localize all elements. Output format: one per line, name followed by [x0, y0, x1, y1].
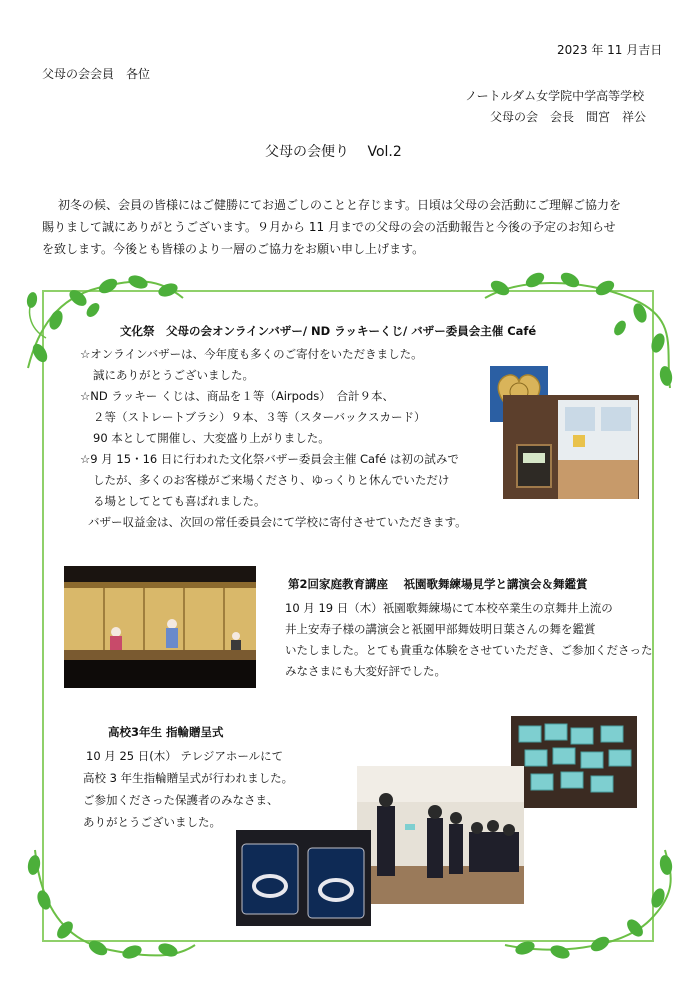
cafe-photo	[503, 395, 639, 499]
lecture-line-3: いたしました。とても貴重な体験をさせていただき、ご参加くださった	[285, 643, 653, 657]
festival-heading: 文化祭 父母の会オンラインバザー/ ND ラッキーくじ/ バザー委員会主催 Café	[120, 324, 537, 338]
lecture-line-1: 10 月 19 日（木）祇園歌舞練場にて本校卒業生の京舞井上流の	[285, 601, 613, 615]
festival-line-1: ☆オンラインバザーは、今年度も多くのご寄付をいただきました。	[80, 347, 423, 361]
festival-line-4: ２等（ストレートブラシ）９本、３等（スターバックスカード）	[93, 410, 426, 424]
festival-line-2: 誠にありがとうございました。	[93, 368, 254, 382]
rings-closeup-photo	[236, 830, 371, 926]
ring-line-1: 10 月 25 日(木） テレジアホールにて	[86, 749, 284, 763]
festival-line-6: ☆9 月 15・16 日に行われた文化祭バザー委員会主催 Café は初の試みで	[80, 452, 459, 466]
lecture-heading: 第2回家庭教育講座 祇園歌舞練場見学と講演会＆舞鑑賞	[288, 577, 588, 591]
festival-line-3: ☆ND ラッキー くじは、商品を１等（Airpods） 合計９本、	[80, 389, 395, 403]
lecture-line-4: みなさまにも大変好評でした。	[285, 664, 446, 678]
festival-line-8: る場としてとても喜ばれました。	[93, 494, 266, 508]
festival-line-7: したが、多くのお客様がご来場くださり、ゆっくりと休んでいただけ	[93, 473, 450, 487]
ring-boxes-photo	[511, 716, 637, 808]
vine-bottom-right-icon	[500, 840, 680, 970]
school-name: ノートルダム女学院中学高等学校	[465, 89, 645, 103]
ring-line-4: ありがとうございました。	[83, 815, 221, 829]
newsletter-title: 父母の会便り Vol.2	[265, 144, 402, 160]
sender-name: 父母の会 会長 間宮 祥公	[490, 110, 647, 124]
kabuki-stage-photo	[64, 566, 256, 688]
intro-line-1: 初冬の候、会員の皆様にはご健勝にてお過ごしのことと存じます。日頃は父母の会活動にご理解ご協力を	[58, 198, 622, 212]
festival-line-5: 90 本として開催し、大変盛り上がりました。	[93, 431, 330, 445]
recipient-line: 父母の会会員 各位	[42, 67, 151, 81]
intro-line-2: 賜りまして誠にありがとうございます。９月から 11 月までの父母の会の活動報告と今後の予定のお知らせ	[42, 220, 616, 234]
festival-line-9: バザー収益金は、次回の常任委員会にて学校に寄付させていただきます。	[88, 515, 467, 529]
ceremony-photo	[357, 766, 524, 904]
ring-line-3: ご参加くださった保護者のみなさま、	[83, 793, 279, 807]
ring-heading: 高校3年生 指輪贈呈式	[108, 725, 224, 739]
vine-bottom-left-icon	[20, 840, 200, 970]
document-date: 2023 年 11 月吉日	[557, 43, 663, 57]
intro-line-3: を致します。今後とも皆様のより一層のご協力をお願い申し上げます。	[42, 242, 425, 256]
ring-line-2: 高校 3 年生指輪贈呈式が行われました。	[83, 771, 294, 785]
lecture-line-2: 井上安寿子様の講演会と祇園甲部舞妓明日葉さんの舞を鑑賞	[285, 622, 596, 636]
